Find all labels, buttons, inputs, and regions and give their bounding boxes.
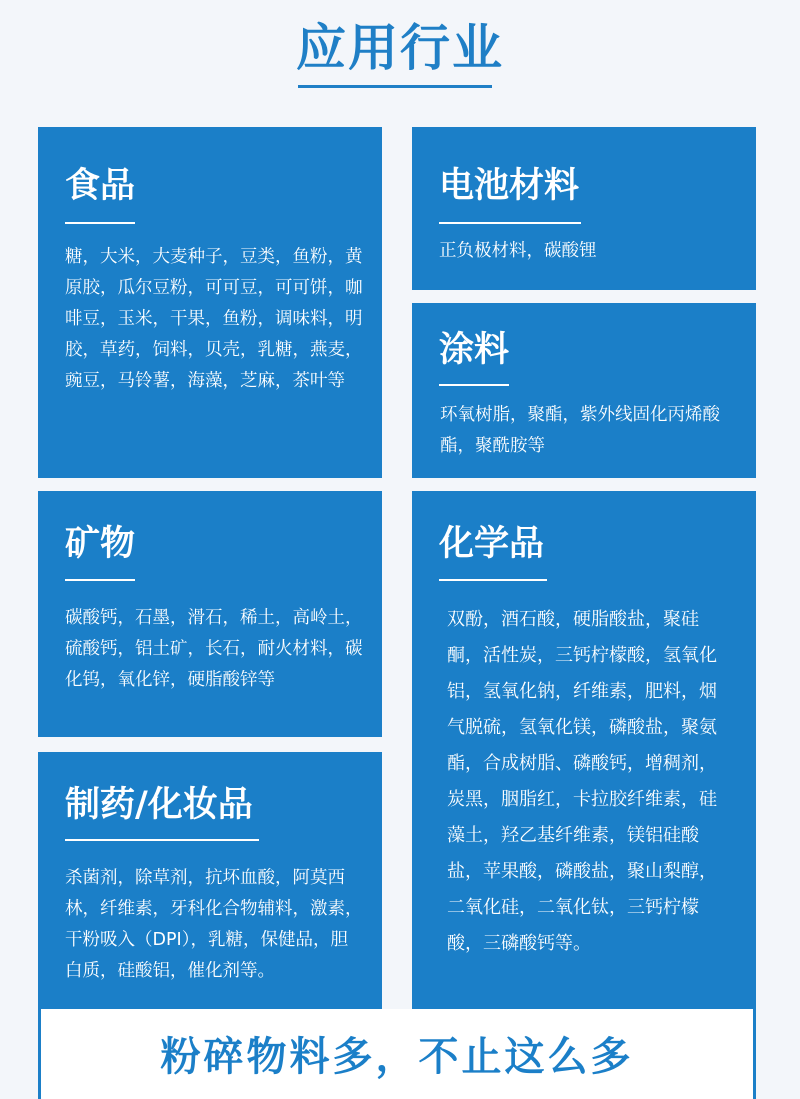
card-battery-title: 电池材料 [439, 166, 580, 206]
card-mineral-text: 碳酸钙，石墨，滑石，稀土，高岭土，硫酸钙，铝土矿，长石，耐火材料，碳化钨，氧化锌，硬脂酸锌等 [65, 608, 363, 690]
card-coating-text: 环氧树脂，聚酯，紫外线固化丙烯酸酯，聚酰胺等 [440, 405, 720, 456]
card-pharma [38, 752, 382, 1009]
card-chemical-title: 化学品 [439, 524, 545, 564]
card-pharma-underline [65, 839, 259, 841]
card-mineral-title: 矿物 [65, 524, 136, 564]
card-battery-text: 正负极材料，碳酸锂 [439, 241, 597, 261]
card-chemical [412, 491, 756, 1009]
page-title: 应用行业 [296, 19, 504, 77]
card-pharma-text: 杀菌剂，除草剂，抗坏血酸，阿莫西林，纤维素，牙科化合物辅料，激素，干粉吸入（DPI），乳糖，保健品，胆白质，硅酸铝，催化剂等。 [65, 868, 363, 981]
card-food-text: 糖，大米，大麦种子，豆类，鱼粉，黄原胶，瓜尔豆粉，可可豆，可可饼，咖啡豆，玉米，干果，鱼粉，调味料，明胶，草药，饲料，贝壳，乳糖，燕麦，豌豆，马铃薯，海藻，芝麻，茶叶等 [65, 247, 363, 391]
footer-banner [38, 1009, 756, 1099]
card-battery-underline [439, 222, 581, 224]
card-chemical-text: 双酚，酒石酸，硬脂酸盐，聚硅酮，活性炭，三钙柠檬酸，氢氧化铝，氢氧化钠，纤维素，肥料，烟气脱硫，氢氧化镁，磷酸盐，聚氨酯，合成树脂、磷酸钙，增稠剂，炭黑，胭脂红，卡拉胶纤维素，硅藻土，羟乙基纤维素，镁铝硅酸盐，苹果酸，磷酸盐，聚山梨醇，二氧化硅，二氧化钛，三钙柠檬酸，三磷酸钙等。 [447, 609, 717, 954]
card-pharma-title: 制药/化妆品 [65, 785, 253, 825]
title-underline [298, 85, 492, 88]
card-coating-underline [439, 384, 509, 386]
footer-slogan: 粉碎物料多，不止这么多 [160, 1034, 634, 1080]
card-mineral-underline [65, 579, 135, 581]
card-battery [412, 127, 756, 290]
card-coating-title: 涂料 [439, 330, 510, 370]
card-food [38, 127, 382, 478]
card-food-title: 食品 [65, 166, 136, 206]
card-chemical-underline [439, 579, 547, 581]
card-food-underline [65, 222, 135, 224]
card-mineral [38, 491, 382, 737]
card-coating [412, 303, 756, 478]
